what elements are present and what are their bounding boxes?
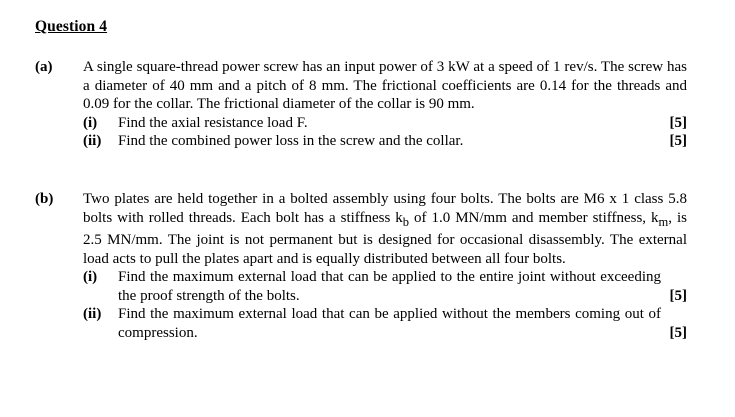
part-b-text-2: of 1.0 MN/mm and member stiffness, k — [409, 209, 659, 226]
part-b-subpart-ii — [83, 305, 687, 342]
marks: [5] — [669, 287, 687, 304]
subpart-label: (i) — [83, 269, 98, 285]
subpart-text: Find the axial resistance load F. — [118, 114, 308, 131]
part-a-text: A single square-thread power screw has an input power of 3 kW at a speed of 1 rev/s. The screw has a diameter of 40 mm and a pitch of 8 mm. The frictional coefficients are 0.14 for the threads and 0.09 for the collar. The frictional diameter of the collar is 90 mm. — [83, 59, 687, 112]
part-a-subpart-ii — [83, 132, 687, 151]
part-a-label: (a) — [35, 59, 53, 75]
marks: [5] — [669, 114, 687, 131]
part-b-text-3: , is 2.5 MN/mm. The joint is not permanent but is designed for occasional disassembly. The external load acts to pull the plates apart and is equally distributed between all four bolts. — [83, 209, 687, 267]
part-b-text — [83, 190, 687, 268]
km-subscript: m — [658, 214, 669, 229]
part-b-body — [83, 190, 687, 342]
marks: [5] — [669, 324, 687, 341]
subpart-text: Find the maximum external load that can be applied without the members coming out of compression. — [118, 306, 661, 341]
subpart-label: (ii) — [83, 306, 102, 322]
part-a-body — [83, 58, 687, 151]
subpart-text: Find the maximum external load that can be applied to the entire joint without exceeding the proof strength of the bolts. — [118, 269, 661, 304]
question-title: Question 4 — [35, 18, 108, 35]
part-b-subpart-i — [83, 268, 687, 305]
kb-subscript: b — [402, 214, 410, 229]
subpart-label: (i) — [83, 114, 98, 131]
part-a-subpart-i — [83, 114, 687, 133]
part-b-text-1: Two plates are held together in a bolted assembly using four bolts. The bolts are M6 x 1 class 5.8 bolts with rolled threads. Each bolt has a stiffness k — [83, 191, 687, 226]
marks: [5] — [669, 133, 687, 149]
part-b-label: (b) — [35, 191, 54, 207]
subpart-label: (ii) — [83, 133, 102, 149]
subpart-text: Find the combined power loss in the screw and the collar. — [118, 133, 464, 149]
